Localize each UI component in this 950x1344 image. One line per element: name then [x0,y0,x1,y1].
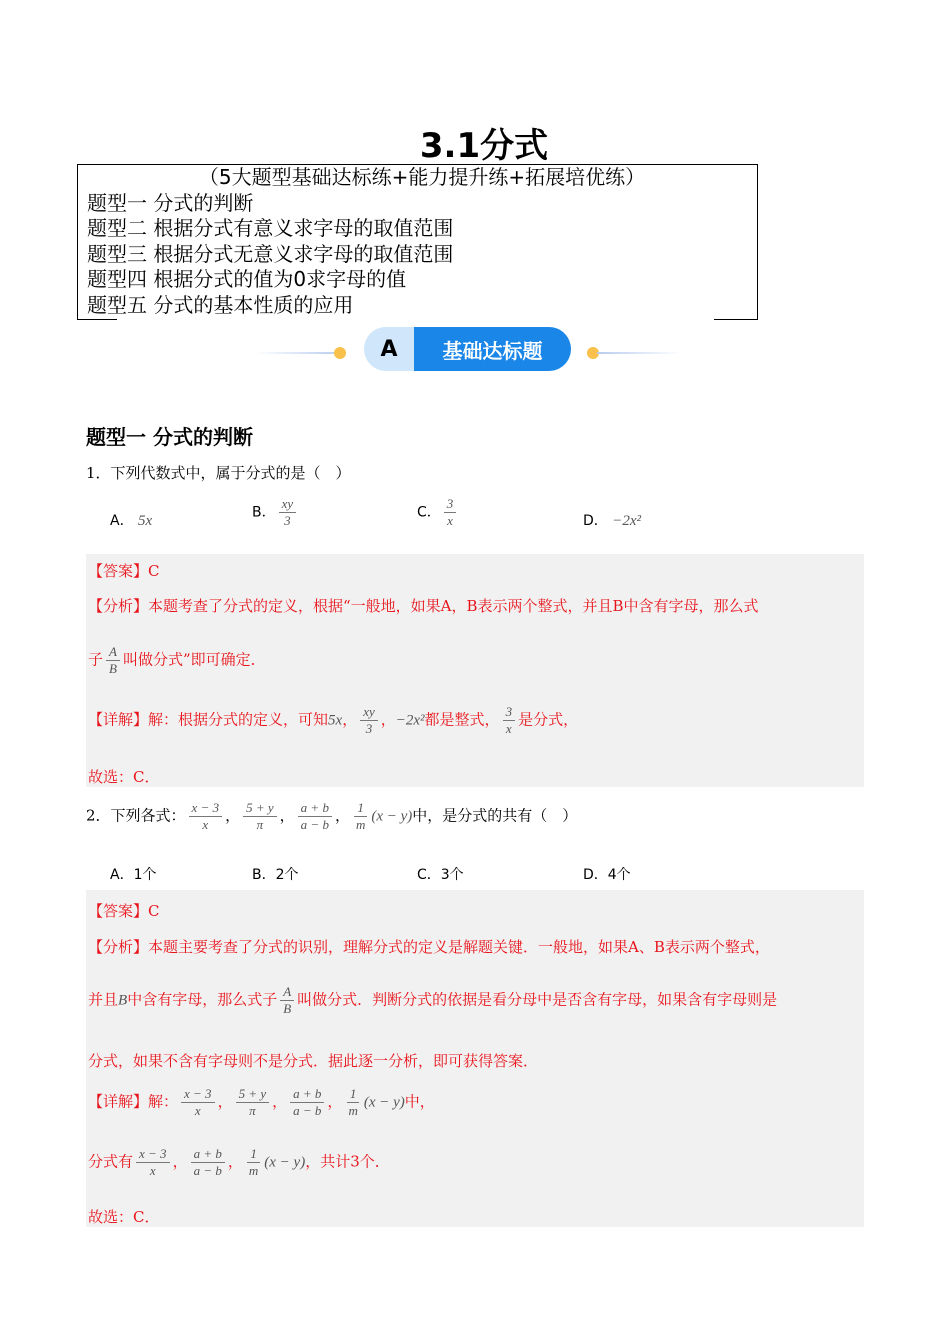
divider [77,319,117,320]
section-heading: 题型一 分式的判断 [86,425,253,449]
banner-letter: A [364,327,414,371]
section-banner [364,327,571,371]
toc-subtitle: （5大题型基础达标练+能力提升练+拓展培优练） [198,165,646,189]
q1-option-b: B． $\frac{xy}{3}$ [252,496,299,529]
q1-option-a: A． 5x [110,513,153,529]
toc-item: 题型五 分式的基本性质的应用 [87,292,354,317]
toc-item: 题型三 根据分式无意义求字母的取值范围 [87,241,454,266]
toc-item: 题型一 分式的判断 [87,190,254,215]
q2-option-b: B．2个 [252,867,299,883]
page-title: 3.1分式 [419,126,549,166]
analysis: 【分析】本题考查了分式的定义，根据“一般地，如果A，B表示两个整式，并且B中含有字母，那么式 [88,597,759,615]
q1-solution: 【答案】C 【分析】本题考查了分式的定义，根据“一般地，如果A，B表示两个整式，并且B中含有字母，那么式 子 $\frac{A}{B}$ 叫做分式”即可确定． 【详解】解：根据分式的定义，可知5x， $\frac{xy}{3}$ ，−2x²都是整式， $\frac{3}{x}$ 是分式， 故选：C． [86,554,864,787]
choice: 故选：C． [88,768,160,786]
q2-option-a: A．1个 [110,867,157,883]
q1-option-c: C． $\frac{3}{x}$ [417,496,459,529]
banner-label: 基础达标题 [414,327,571,371]
question-2-stem: 2．下列各式： $\frac{x - 3}{x}$ ， $\frac{5 + y}{\pi}$ ， $\frac{a + b}{a - b}$ ， $\frac{1}{m}$ (x − y)中，是分式的共有（ ） [86,800,578,832]
q1-option-d: D． −2x² [583,513,642,529]
divider [597,352,682,354]
answer: 【答案】C [88,562,160,580]
q2-option-d: D．4个 [583,867,631,883]
answer: 【答案】C [88,902,160,920]
toc-box [77,164,758,320]
divider [714,319,758,320]
q2-option-c: C．3个 [417,867,464,883]
q2-solution: 【答案】C 【分析】本题主要考查了分式的识别，理解分式的定义是解题关键．一般地，如果A、B表示两个整式， 并且B中含有字母，那么式子 $\frac{A}{B}$ 叫做分式．判断分式的依据是看分母中是否含有字母，如果含有字母则是 分式，如果不含有字母则不是分式．据此逐一分析，即可获得答案． 【详解】解： $\frac{x - 3}{x}$ ， $\frac{5 + y}{\pi}$ ， $\frac{a + b}{a - b}$ ， $\frac{1}{m}$ (x − y)中， 分式有 $\frac{x - 3}{x}$ ， $\frac{a + b}{a - b}$ ， $\frac{1}{m}$ (x − y)，共计3个． 故选：C． [86,890,864,1227]
dot-icon [334,347,346,359]
choice: 故选：C． [88,1208,160,1226]
divider [255,352,340,354]
analysis: 【分析】本题主要考查了分式的识别，理解分式的定义是解题关键．一般地，如果A、B表示两个整式， [88,938,770,956]
toc-item: 题型二 根据分式有意义求字母的取值范围 [87,216,454,240]
question-1-stem: 1．下列代数式中，属于分式的是（ ） [86,464,351,482]
toc-item: 题型四 根据分式的值为0求字母的值 [87,267,407,291]
